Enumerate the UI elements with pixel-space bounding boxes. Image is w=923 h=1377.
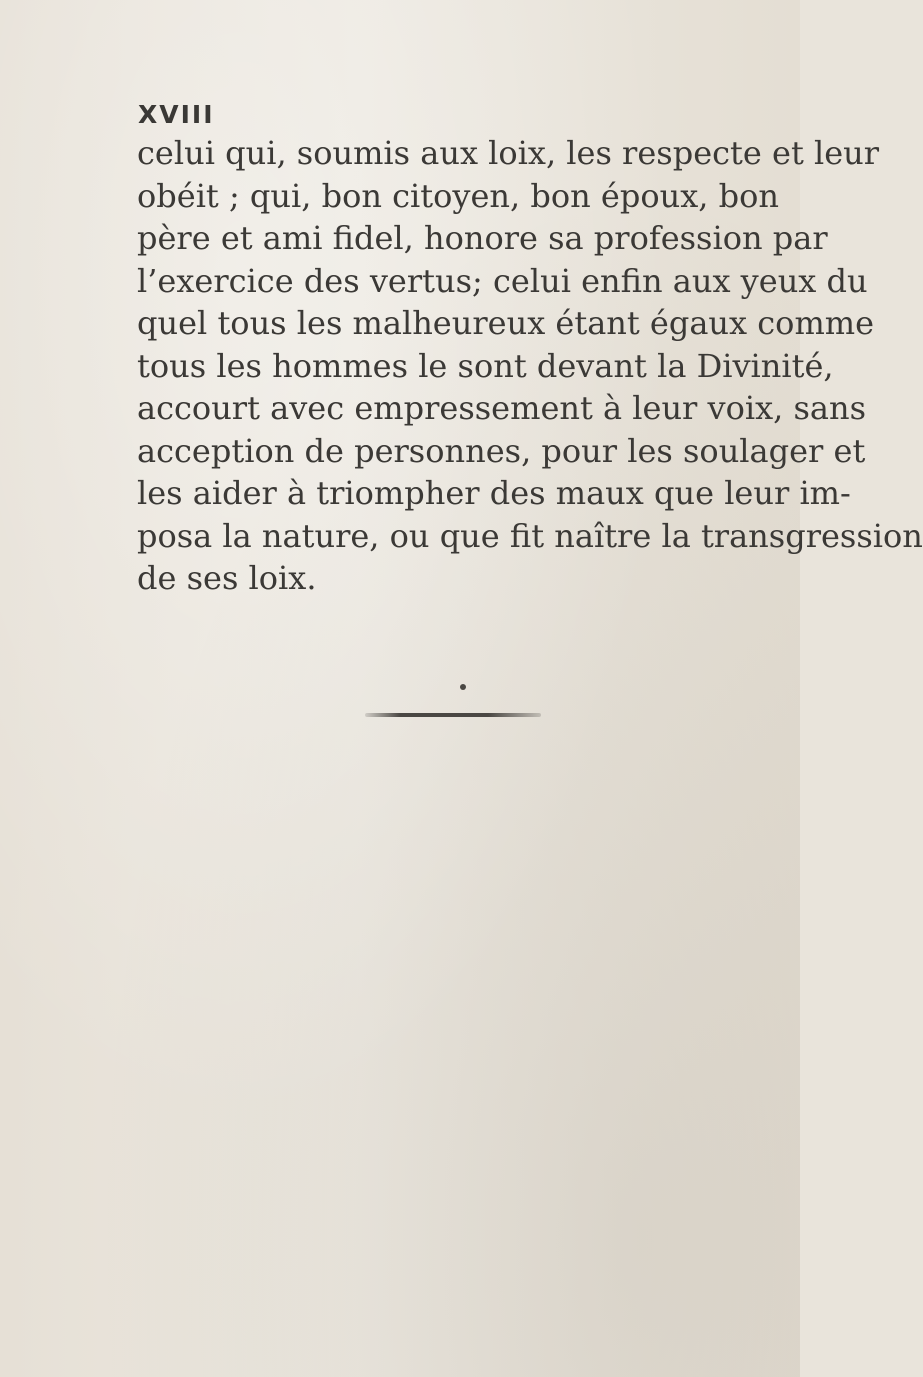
end-rule-divider bbox=[365, 713, 541, 717]
text-line: celui qui, soumis aux loix, les respecte et leur bbox=[137, 134, 880, 172]
page-number: XVIII bbox=[138, 100, 215, 129]
text-line: tous les hommes le sont devant la Divinité, bbox=[137, 346, 834, 385]
ink-speck bbox=[460, 684, 466, 690]
text-line: l’exercice des vertus; celui enfin aux yeux du bbox=[137, 261, 868, 300]
text-line: accourt avec empressement à leur voix, sans bbox=[137, 389, 867, 427]
text-line: de ses loix. bbox=[137, 559, 317, 597]
text-line: les aider à triompher des maux que leur im- bbox=[137, 474, 851, 512]
text-line: père et ami fidel, honore sa profession par bbox=[137, 219, 828, 257]
text-line: obéit ; qui, bon citoyen, bon époux, bon bbox=[137, 176, 779, 215]
body-text bbox=[137, 132, 923, 600]
text-line: posa la nature, ou que fit naître la transgression bbox=[137, 516, 923, 555]
text-line: quel tous les malheureux étant égaux comme bbox=[137, 304, 875, 342]
text-line: acception de personnes, pour les soulager et bbox=[137, 431, 866, 470]
